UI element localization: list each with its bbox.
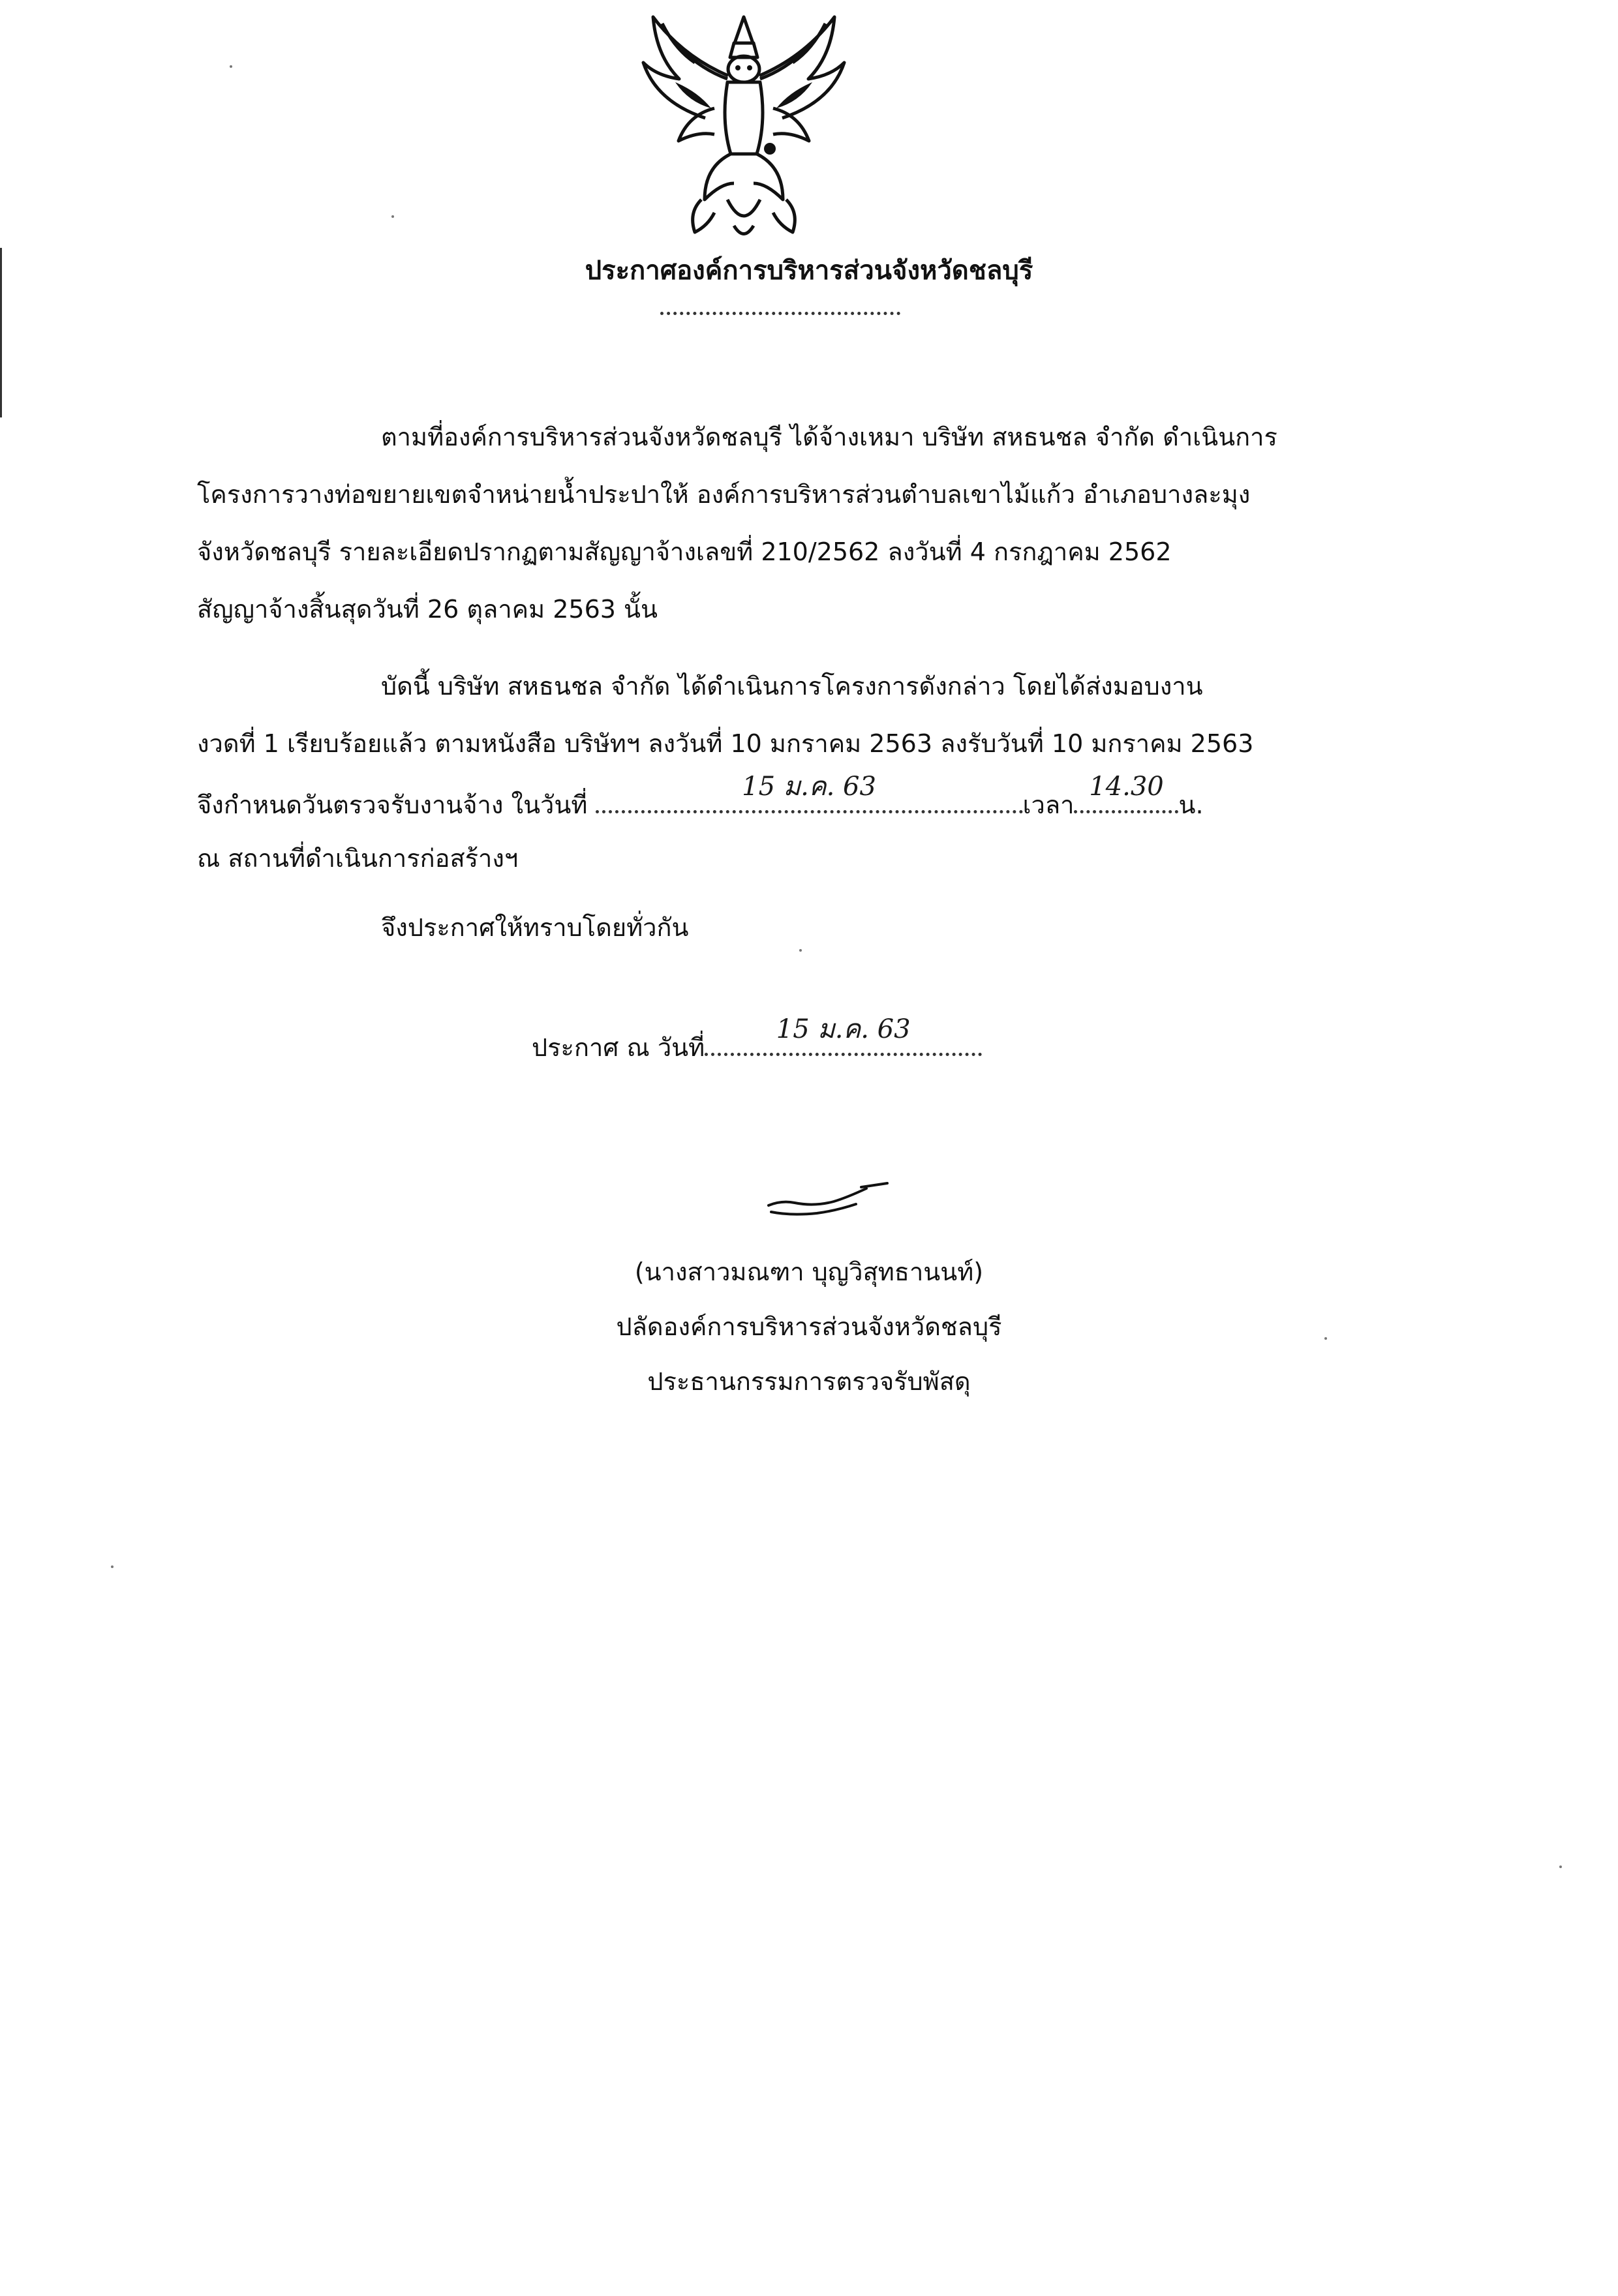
paragraph-2-line-4: ณ สถานที่ดำเนินการก่อสร้างฯ [197,844,519,873]
scan-speck [230,65,232,68]
inspection-time-field [1074,772,1178,813]
inspection-date-label: จึงกำหนดวันตรวจรับงานจ้าง ในวันที่ [197,791,588,819]
time-label: เวลา [1022,791,1075,819]
scan-speck [391,215,394,218]
paragraph-2-line-3 [197,772,1204,824]
signatory-position: ปลัดองค์การบริหารส่วนจังหวัดชลบุรี [616,1312,1002,1341]
title-dotted-rule [660,312,900,315]
paragraph-1-line-4: สัญญาจ้างสิ้นสุดวันที่ 26 ตุลาคม 2563 นั้น [197,595,658,624]
time-suffix: น. [1178,791,1204,819]
inspection-date-field [596,772,1023,813]
scan-speck [1559,1865,1562,1868]
closing-statement: จึงประกาศให้ทราบโดยทั่วกัน [381,913,689,942]
signatory-name: (นางสาวมณฑา บุญวิสุทธานนท์) [634,1258,984,1286]
paragraph-1-line-3: จังหวัดชลบุรี รายละเอียดปรากฏตามสัญญาจ้างเลขที่ 210/2562 ลงวันที่ 4 กรกฎาคม 2562 [197,537,1172,566]
inspection-date-handwritten: 15 ม.ค. 63 [742,772,876,802]
paragraph-1-line-2: โครงการวางท่อขยายเขตจำหน่ายน้ำประปาให้ องค์การบริหารส่วนตำบลเขาไม้แก้ว อำเภอบางละมุง [197,480,1251,509]
announcement-title: ประกาศองค์การบริหารส่วนจังหวัดชลบุรี [585,256,1033,286]
signature [763,1181,894,1226]
signatory-committee-role: ประธานกรรมการตรวจรับพัสดุ [647,1367,971,1396]
paragraph-2-line-2: งวดที่ 1 เรียบร้อยแล้ว ตามหนังสือ บริษัทฯ ลงวันที่ 10 มกราคม 2563 ลงรับวันที่ 10 มกราคม 2563 [197,729,1254,758]
scan-speck [799,949,802,952]
scan-speck [111,1565,114,1568]
garuda-emblem [636,4,851,245]
inspection-time-handwritten: 14.30 [1089,772,1164,802]
announcement-date-field [705,1014,982,1056]
paragraph-2-line-1: บัดนี้ บริษัท สหธนชล จำกัด ได้ดำเนินการโครงการดังกล่าว โดยได้ส่งมอบงาน [381,672,1203,701]
announcement-date-handwritten: 15 ม.ค. 63 [776,1014,911,1044]
paragraph-1-line-1: ตามที่องค์การบริหารส่วนจังหวัดชลบุรี ได้จ้างเหมา บริษัท สหธนชล จำกัด ดำเนินการ [381,423,1277,451]
announcement-date-line [532,1014,982,1067]
announcement-date-label: ประกาศ ณ วันที่ [532,1033,705,1062]
